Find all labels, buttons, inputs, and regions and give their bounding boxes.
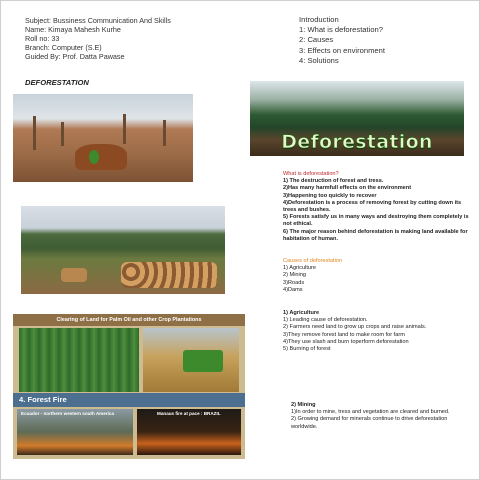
log-pile-photo: [21, 206, 225, 294]
agriculture-item: 4)They use slash and burn toperform deforestation: [283, 338, 409, 345]
mining-item: 2) Growing demand for minerals continue to drive deforestation worldwide.: [291, 416, 448, 430]
what-line: 5) Forests satisfy us in many ways and destroying them completely is not ethical.: [283, 214, 469, 228]
harvester-machine: [183, 350, 223, 372]
causes-title: Causes of deforestation: [283, 258, 343, 264]
intro-item: 1: What is deforestation?: [299, 25, 383, 35]
what-line: 1) The destruction of forest and tress.: [283, 178, 384, 185]
intro-item: 2: Causes: [299, 35, 334, 45]
mining-title: 2) Mining: [291, 402, 316, 408]
banner-title: Deforestation: [281, 131, 433, 153]
subject-line: Subject: Bussiness Communication And Skills: [25, 16, 171, 25]
causes-section: [283, 258, 473, 294]
fire-caption-brazil: Manaus fire at pace : BRAZIL: [157, 411, 221, 416]
palm-caption: Clearing of Land for Palm Oil and other Crop Plantations: [13, 314, 245, 326]
mining-section: [291, 402, 467, 431]
agriculture-section: [283, 310, 473, 353]
mining-item: 1)In order to mine, tress and vegetation are cleared and burned.: [291, 409, 450, 416]
student-info: [25, 17, 215, 62]
fire-photo-brazil: [137, 409, 241, 455]
what-line: 2)Has many harmfull effects on the environment: [283, 185, 412, 192]
guide-line: Guided By: Prof. Datta Pawase: [25, 51, 125, 61]
cause-item: 3)Roads: [283, 279, 305, 286]
what-line: 3)Happening too quickly to recover: [283, 192, 377, 199]
agriculture-title: 1) Agriculture: [283, 310, 320, 316]
deforestation-heading: DEFORESTATION: [25, 78, 89, 87]
intro-item: 3: Effects on environment: [299, 45, 385, 55]
roll-line: Roll no: 33: [25, 33, 60, 43]
intro-item: 4: Solutions: [299, 55, 339, 65]
cause-item: 4)Dams: [283, 286, 303, 293]
palm-oil-forest-fire-panel: [13, 314, 245, 459]
fire-caption-ecuador: Ecuador - northern western south America: [21, 411, 114, 416]
name-line: Name: Kimaya Mahesh Kurhe: [25, 24, 121, 34]
forest-fire-title: 4. Forest Fire: [13, 393, 245, 407]
what-is-deforestation-section: [283, 171, 473, 243]
plantation-photo: [19, 328, 139, 392]
what-title: What is deforestation?: [283, 171, 339, 177]
agriculture-item: 2) Farmers need land to grow up crops and raise animals.: [283, 324, 427, 331]
cause-item: 1) Agriculture: [283, 265, 316, 272]
branch-line: Branch: Computer (S.E): [25, 42, 102, 52]
cause-item: 2) Mining: [283, 272, 307, 279]
what-line: 4)Deforestation is a process of removing forest by cutting down its trees and bushes.: [283, 199, 462, 214]
agriculture-item: 1) Leading cause of deforestation.: [283, 317, 368, 324]
cut-forest-photo: [13, 94, 193, 182]
agriculture-item: 3)They remove forest land to make room for farm: [283, 331, 405, 338]
intro-title: Introduction: [299, 15, 339, 24]
introduction-list: [299, 15, 459, 66]
what-line: 6) The major reason behind deforestation is making land available for habitation of human.: [283, 228, 468, 242]
fire-photo-ecuador: [17, 409, 133, 455]
harvester-photo: [143, 328, 239, 392]
deforestation-banner: [250, 81, 464, 156]
agriculture-item: 5) Burning of forest: [283, 346, 331, 353]
